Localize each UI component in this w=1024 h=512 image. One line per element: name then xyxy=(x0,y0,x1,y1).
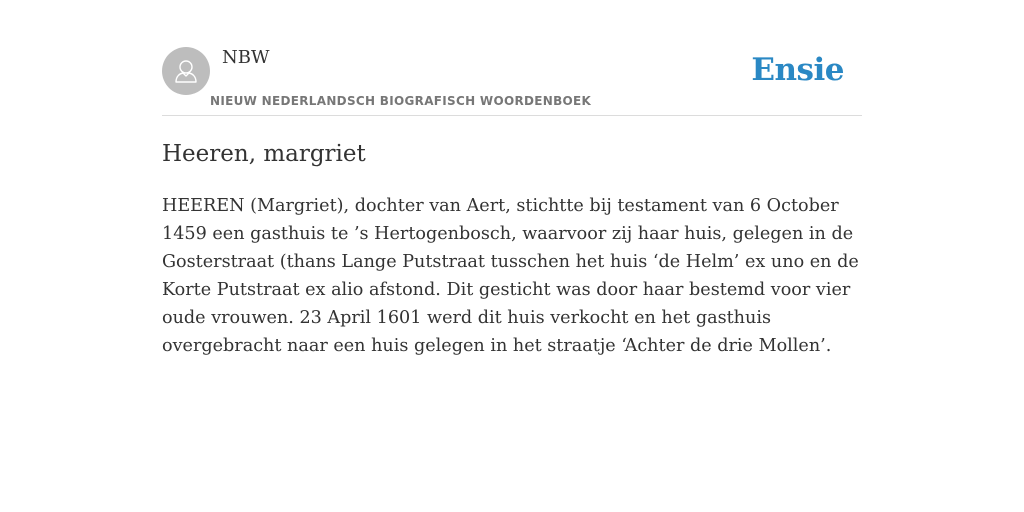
user-icon xyxy=(162,47,210,95)
article-body: HEEREN (Margriet), dochter van Aert, stichtte bij testament van 6 October 1459 een gasthuis te ’s Hertogenbosch, waarvoor zij haar huis, gelegen in de Gosterstraat (thans Lange Putstraat tusschen het huis ‘de Helm’ ex uno en de Korte Putstraat ex alio afstond. Dit gesticht was door haar bestemd voor vier oude vrouwen. 23 April 1601 werd dit huis verkocht en het gasthuis overgebracht naar een huis gelegen in het straatje ‘Achter de drie Mollen’. xyxy=(162,196,859,356)
source-header xyxy=(162,46,862,116)
source-avatar[interactable] xyxy=(162,47,210,95)
source-full-name[interactable]: NIEUW NEDERLANDSCH BIOGRAFISCH WOORDENBOEK xyxy=(210,94,592,108)
source-name[interactable]: NBW xyxy=(222,47,270,68)
brand-logo[interactable]: Ensie xyxy=(751,52,844,88)
page-title: Heeren, margriet xyxy=(162,141,366,167)
